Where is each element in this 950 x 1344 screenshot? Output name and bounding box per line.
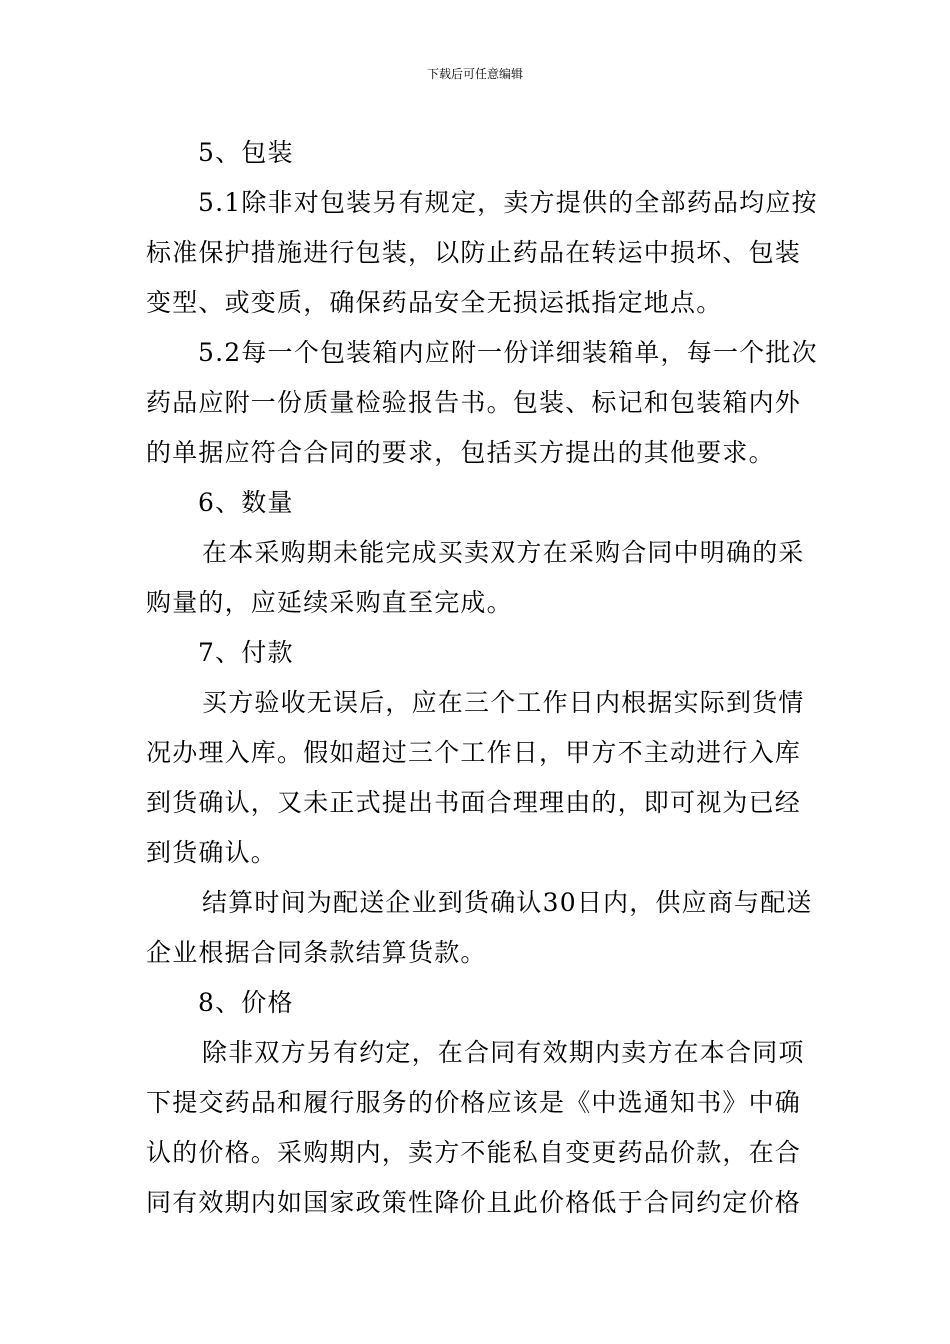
paragraph-line: 企业根据合同条款结算货款。 bbox=[146, 938, 487, 967]
paragraph-line: 到货确认，又未正式提出书面合理理由的，即可视为已经 bbox=[146, 788, 802, 817]
paragraph-line: 药品应附一份质量检验报告书。包装、标记和包装箱内外 bbox=[146, 388, 802, 417]
paragraph-line: 变型、或变质，确保药品安全无损运抵指定地点。 bbox=[146, 288, 723, 317]
paragraph-line: 结算时间为配送企业到货确认30日内，供应商与配送 bbox=[202, 888, 813, 917]
document-body bbox=[146, 128, 818, 1228]
paragraph-line: 的单据应符合合同的要求，包括买方提出的其他要求。 bbox=[146, 438, 775, 467]
paragraph-line: 购量的，应延续采购直至完成。 bbox=[146, 588, 513, 617]
section-heading-quantity: 6、数量 bbox=[198, 488, 294, 517]
paragraph-line: 除非双方另有约定，在合同有效期内卖方在本合同项 bbox=[202, 1038, 805, 1067]
page-header-note: 下载后可任意编辑 bbox=[426, 67, 523, 81]
paragraph-line: 下提交药品和履行服务的价格应该是《中选通知书》中确 bbox=[146, 1088, 802, 1117]
paragraph-line: 买方验收无误后，应在三个工作日内根据实际到货情 bbox=[202, 688, 805, 717]
section-heading-price: 8、价格 bbox=[198, 988, 294, 1017]
paragraph-line: 5.2每一个包装箱内应附一份详细装箱单，每一个批次 bbox=[198, 338, 818, 367]
paragraph-line: 标准保护措施进行包装，以防止药品在转运中损坏、包装 bbox=[146, 238, 802, 267]
paragraph-line: 同有效期内如国家政策性降价且此价格低于合同约定价格 bbox=[146, 1188, 802, 1217]
paragraph-line: 到货确认。 bbox=[146, 838, 278, 867]
paragraph-line: 在本采购期未能完成买卖双方在采购合同中明确的采 bbox=[202, 538, 805, 567]
section-heading-packaging: 5、包装 bbox=[198, 138, 294, 167]
paragraph-line: 况办理入库。假如超过三个工作日，甲方不主动进行入库 bbox=[146, 738, 802, 767]
section-heading-payment: 7、付款 bbox=[198, 638, 294, 667]
paragraph-line: 5.1除非对包装另有规定，卖方提供的全部药品均应按 bbox=[198, 188, 818, 217]
paragraph-line: 认的价格。采购期内，卖方不能私自变更药品价款，在合 bbox=[146, 1138, 802, 1167]
